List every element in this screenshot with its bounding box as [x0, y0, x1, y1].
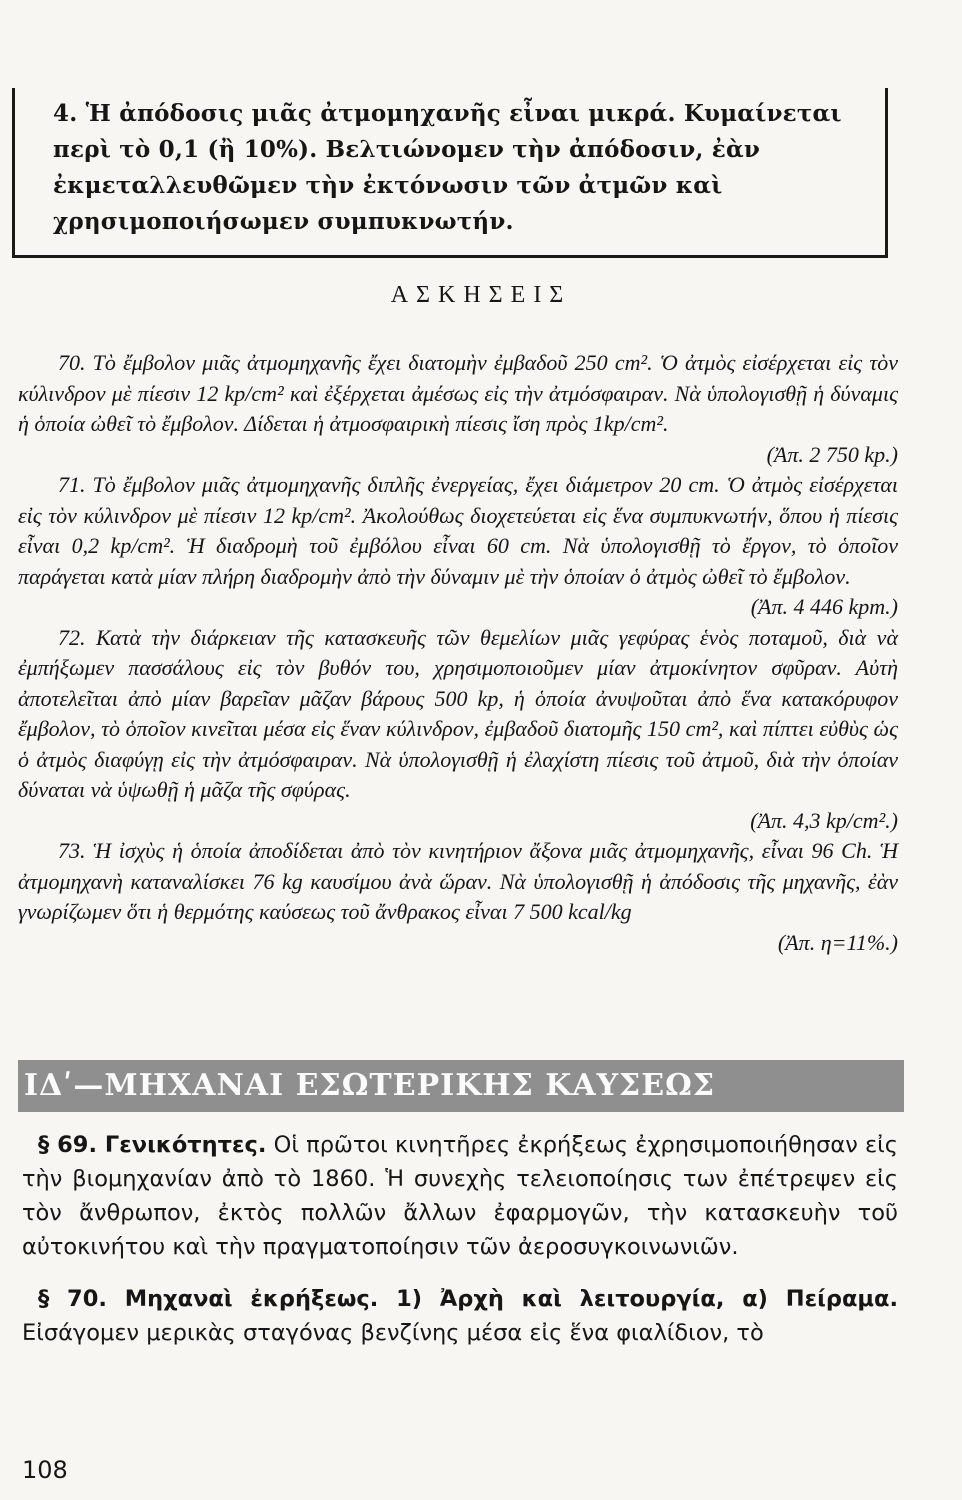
- summary-item-4: 4. Ἡ ἀπόδοσις μιᾶς ἀτμομηχανῆς εἶναι μικρά. Κυμαίνεται περὶ τὸ 0,1 (ἢ 10%). Βελτιώνομεν τὴν ἀπόδοσιν, ἐὰν ἐκμεταλλευθῶμεν τὴν ἐκτόνωσιν τῶν ἀτμῶν καὶ χρησιμοποιήσωμεν συμπυκνωτήν.: [53, 100, 842, 235]
- exercise-72: [18, 623, 898, 806]
- exercise-70: [18, 348, 898, 440]
- exercises-heading: ΑΣΚΗΣΕΙΣ: [390, 282, 572, 308]
- exercise-71-text: 71. Τὸ ἔμβολον μιᾶς ἀτμομηχανῆς διπλῆς ἐνεργείας, ἔχει διάμετρον 20 cm. Ὁ ἀτμὸς εἰσέρχεται εἰς τὸν κύλινδρον μὲ πίεσιν 12 kp/cm². Ἀκολούθως διοχετεύεται εἰς ἕνα συμπυκνωτήν, ὅπου ἡ πίεσις εἶναι 0,2 kp/cm². Ἡ διαδρομὴ τοῦ ἐμβόλου εἶναι 60 cm. Νὰ ὑπολογισθῇ τὸ ἔργον, τὸ ὁποῖον παράγεται κατὰ μίαν πλήρη διαδρομὴν ἀπὸ τὴν δύναμιν μὲ τὴν ὁποίαν ὁ ἀτμὸς ὠθεῖ τὸ ἔμβολον.: [18, 472, 898, 589]
- exercise-71: [18, 470, 898, 592]
- section-70-text: Εἰσάγομεν μερικὰς σταγόνας βενζίνης μέσα εἰς ἕνα φιαλίδιον, τὸ: [22, 1320, 764, 1346]
- exercise-70-text: 70. Τὸ ἔμβολον μιᾶς ἀτμομηχανῆς ἔχει διατομὴν ἐμβαδοῦ 250 cm². Ὁ ἀτμὸς εἰσέρχεται εἰς τὸν κύλινδρον μὲ πίεσιν 12 kp/cm² καὶ ἐξέρχεται ἀμέσως εἰς τὴν ἀτμόσφαιραν. Νὰ ὑπολογισθῇ ἡ δύναμις ἡ ὁποία ὠθεῖ τὸ ἔμβολον. Δίδεται ἡ ἀτμοσφαιρικὴ πίεσις ἴση πρὸς 1kp/cm².: [18, 350, 898, 436]
- exercise-72-answer-line: [18, 806, 898, 837]
- page-number: 108: [22, 1456, 68, 1484]
- exercise-72-answer: (Ἀπ. 4,3 kp/cm².): [750, 807, 898, 833]
- exercise-70-answer-line: [18, 440, 898, 471]
- exercise-73-answer: (Ἀπ. η=11%.): [777, 929, 898, 955]
- section-70-title: § 70. Μηχαναὶ ἐκρήξεως. 1) Ἀρχὴ καὶ λειτουργία, α) Πείραμα.: [38, 1286, 898, 1312]
- exercise-73: [18, 836, 898, 928]
- exercise-70-answer: (Ἀπ. 2 750 kp.): [766, 441, 898, 467]
- section-69: [22, 1128, 898, 1264]
- exercise-73-text: 73. Ἡ ἰσχὺς ἡ ὁποία ἀποδίδεται ἀπὸ τὸν κινητήριον ἄξονα μιᾶς ἀτμομηχανῆς, εἶναι 96 Ch. Ἡ ἀτμομηχανὴ καταναλίσκει 76 kg καυσίμου ἀνὰ ὥραν. Νὰ ὑπολογισθῇ ἡ ἀπόδοσις τῆς μηχανῆς, ἐὰν γνωρίζωμεν ὅτι ἡ θερμότης καύσεως τοῦ ἄνθρακος εἶναι 7 500 kcal/kg: [18, 838, 898, 924]
- section-70: [22, 1282, 898, 1350]
- exercise-71-answer: (Ἀπ. 4 446 kpm.): [750, 594, 898, 619]
- exercise-71-answer-line: [18, 592, 898, 623]
- sections-body: [22, 1128, 898, 1350]
- summary-box: [12, 88, 888, 258]
- section-69-text: Οἱ πρῶτοι κινητῆρες ἐκρήξεως ἐχρησιμοποιήθησαν εἰς τὴν βιομηχανίαν ἀπὸ τὸ 1860. Ἡ συνεχὴς τελειοποίησις των ἐπέτρεψεν εἰς τὸν ἄνθρωπον, ἐκτὸς πολλῶν ἄλλων ἐφαρμογῶν, τὴν κατασκευὴν τοῦ αὐτοκινήτου καὶ τὴν πραγματοποίησιν τῶν ἀεροσυγκοινωνιῶν.: [22, 1132, 898, 1260]
- exercise-72-text: 72. Κατὰ τὴν διάρκειαν τῆς κατασκευῆς τῶν θεμελίων μιᾶς γεφύρας ἑνὸς ποταμοῦ, διὰ νὰ ἐμπήξωμεν πασσάλους εἰς τὸν βυθόν του, χρησιμοποιοῦμεν μίαν ἀτμοκίνητον σφῦραν. Αὐτὴ ἀποτελεῖται ἀπὸ μίαν βαρεῖαν μᾶζαν βάρους 500 kp, ἡ ὁποία ἀνυψοῦται ἀπὸ ἕνα κατακόρυφον ἔμβολον, τὸ ὁποῖον κινεῖται μέσα εἰς ἕναν κύλινδρον, ἐμβαδοῦ διατομῆς 150 cm², καὶ πίπτει εὐθὺς ὡς ὁ ἀτμὸς διαφύγῃ εἰς τὴν ἀτμόσφαιραν. Νὰ ὑπολογισθῇ ἡ ἐλαχίστη πίεσις τοῦ ἀτμοῦ, διὰ τὴν ὁποίαν δύναται νὰ ὑψωθῇ ἡ μᾶζα τῆς σφύρας.: [18, 624, 898, 802]
- exercise-73-answer-line: [18, 928, 898, 959]
- chapter-title-banner: ΙΔʹ—ΜΗΧΑΝΑΙ ΕΣΩΤΕΡΙΚΗΣ ΚΑΥΣΕΩΣ: [18, 1060, 904, 1112]
- section-69-title: § 69. Γενικότητες.: [38, 1132, 267, 1158]
- exercises-list: [18, 348, 898, 958]
